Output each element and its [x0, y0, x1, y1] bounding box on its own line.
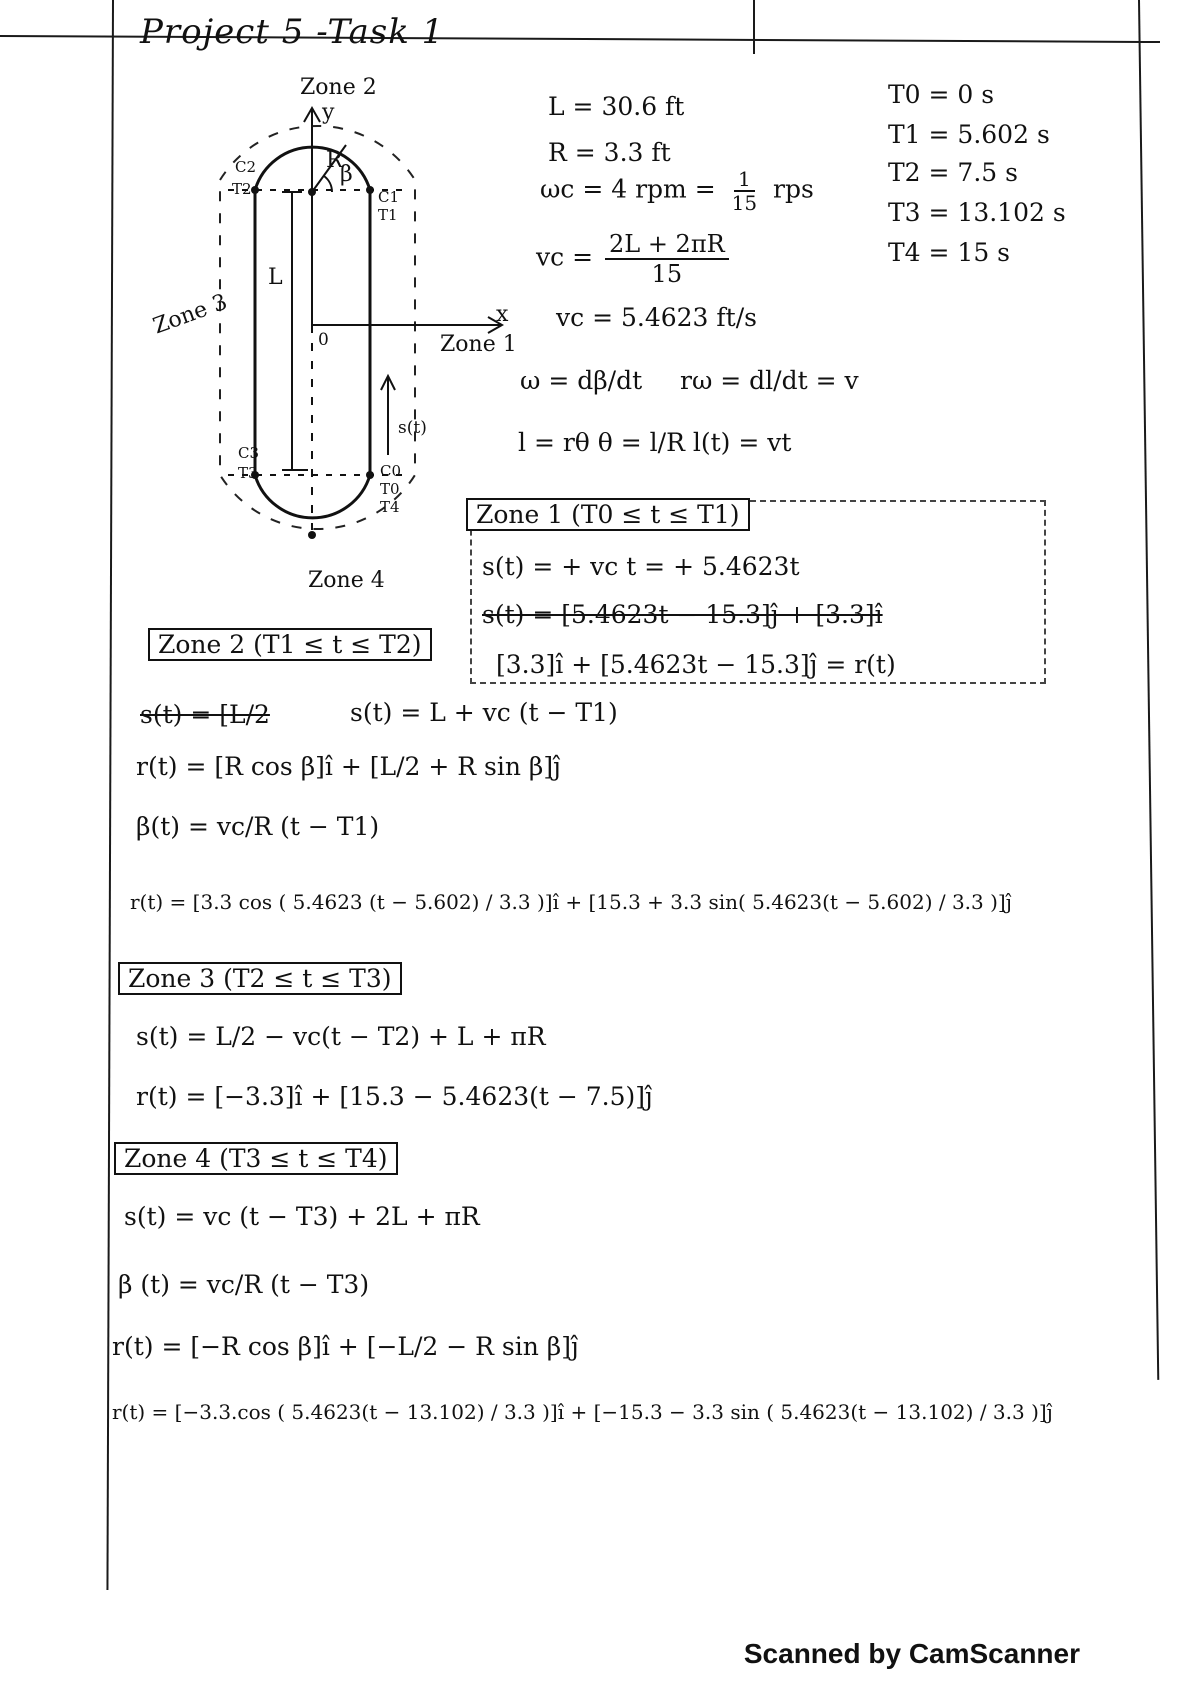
arc-length-equation: l = rθ θ = l/R l(t) = vt — [518, 428, 792, 457]
y-axis-label: y — [322, 100, 335, 125]
c0-label: C0 — [380, 462, 402, 480]
time-t0: T0 = 0 s — [888, 80, 995, 109]
scanner-watermark: Scanned by CamScanner — [743, 1638, 1080, 1669]
zone2-line4: r(t) = [3.3 cos ( 5.4623 (t − 5.602) / 3.3 )]î + [15.3 + 3.3 sin( 5.4623(t − 5.602) / 3.3 )]ĵ — [130, 890, 1012, 914]
zone1-diagram-label: Zone 1 — [440, 332, 517, 357]
zone1-line3: [3.3]î + [5.4623t − 15.3]ĵ = r(t) — [496, 650, 896, 679]
t3-label: T3 — [238, 464, 258, 482]
right-margin-rule — [1138, 0, 1159, 1380]
rw-equation: rω = dl/dt = v — [680, 366, 859, 395]
zone4-line2: β (t) = vc/R (t − T3) — [118, 1270, 370, 1299]
time-t2: T2 = 7.5 s — [888, 158, 1018, 187]
omega-equation: ω = dβ/dt — [520, 366, 643, 395]
zone4-heading: Zone 4 (T3 ≤ t ≤ T4) — [114, 1142, 398, 1175]
zone2-diagram-label: Zone 2 — [300, 75, 377, 100]
zone1-line2: s(t) = [5.4623t − 15.3]ĵ + [3.3]î — [482, 600, 883, 629]
time-t3: T3 = 13.102 s — [888, 198, 1066, 227]
header-divider — [753, 0, 755, 54]
zone1-line1: s(t) = + vc t = + 5.4623t — [482, 552, 800, 581]
zone3-heading: Zone 3 (T2 ≤ t ≤ T3) — [118, 962, 402, 995]
param-vc-formula: vc = $\frac{2L + 2\pi R}{15}$ — [536, 230, 733, 288]
t2-label: T2 — [232, 180, 252, 198]
zone2-heading: Zone 2 (T1 ≤ t ≤ T2) — [148, 628, 432, 661]
t1-label: T1 — [378, 206, 398, 224]
zone2-line1: s(t) = L + vc (t − T1) — [350, 698, 618, 727]
c1-label: C1 — [378, 188, 400, 206]
radius-label: R — [326, 148, 343, 173]
zone4-line4: r(t) = [−3.3.cos ( 5.4623(t − 13.102) / 3.3 )]î + [−15.3 − 3.3 sin ( 5.4623(t − 13.102) / 3.3 )]ĵ — [112, 1400, 1053, 1424]
origin-label: 0 — [318, 330, 329, 350]
c2-label: C2 — [235, 158, 257, 176]
time-t4: T4 = 15 s — [888, 238, 1011, 267]
param-vc-value: vc = 5.4623 ft/s — [556, 303, 757, 332]
time-t1: T1 = 5.602 s — [888, 120, 1050, 149]
zone4-line3: r(t) = [−R cos β]î + [−L/2 − R sin β]ĵ — [112, 1332, 579, 1361]
zone2-line2: r(t) = [R cos β]î + [L/2 + R sin β]ĵ — [136, 752, 561, 781]
c3-label: C3 — [238, 444, 260, 462]
s-arrow-label: s(t) — [398, 418, 427, 438]
t0-label: T0 — [380, 480, 400, 498]
t4-label: T4 — [380, 498, 400, 516]
length-label: L — [268, 265, 283, 290]
zone1-heading: Zone 1 (T0 ≤ t ≤ T1) — [466, 498, 750, 531]
zone2-line3: β(t) = vc/R (t − T1) — [136, 812, 380, 841]
zone4-line1: s(t) = vc (t − T3) + 2L + πR — [124, 1202, 480, 1231]
param-R: R = 3.3 ft — [548, 138, 671, 167]
zone3-line1: s(t) = L/2 − vc(t − T2) + L + πR — [136, 1022, 546, 1051]
zone3-diagram-label: Zone 3 — [150, 289, 231, 340]
param-wc: ωc = 4 rpm = $\frac{1}{15}$ rps — [540, 167, 814, 215]
x-axis-label: x — [496, 302, 509, 327]
zone2-struck-line: s(t) = [L/2 — [140, 700, 270, 729]
zone4-diagram-label: Zone 4 — [308, 568, 385, 593]
param-L: L = 30.6 ft — [548, 92, 685, 121]
beta-label: β — [340, 162, 353, 187]
page-title: Project 5 -Task 1 — [140, 12, 445, 52]
zone3-line2: r(t) = [−3.3]î + [15.3 − 5.4623(t − 7.5)]ĵ — [136, 1082, 653, 1111]
